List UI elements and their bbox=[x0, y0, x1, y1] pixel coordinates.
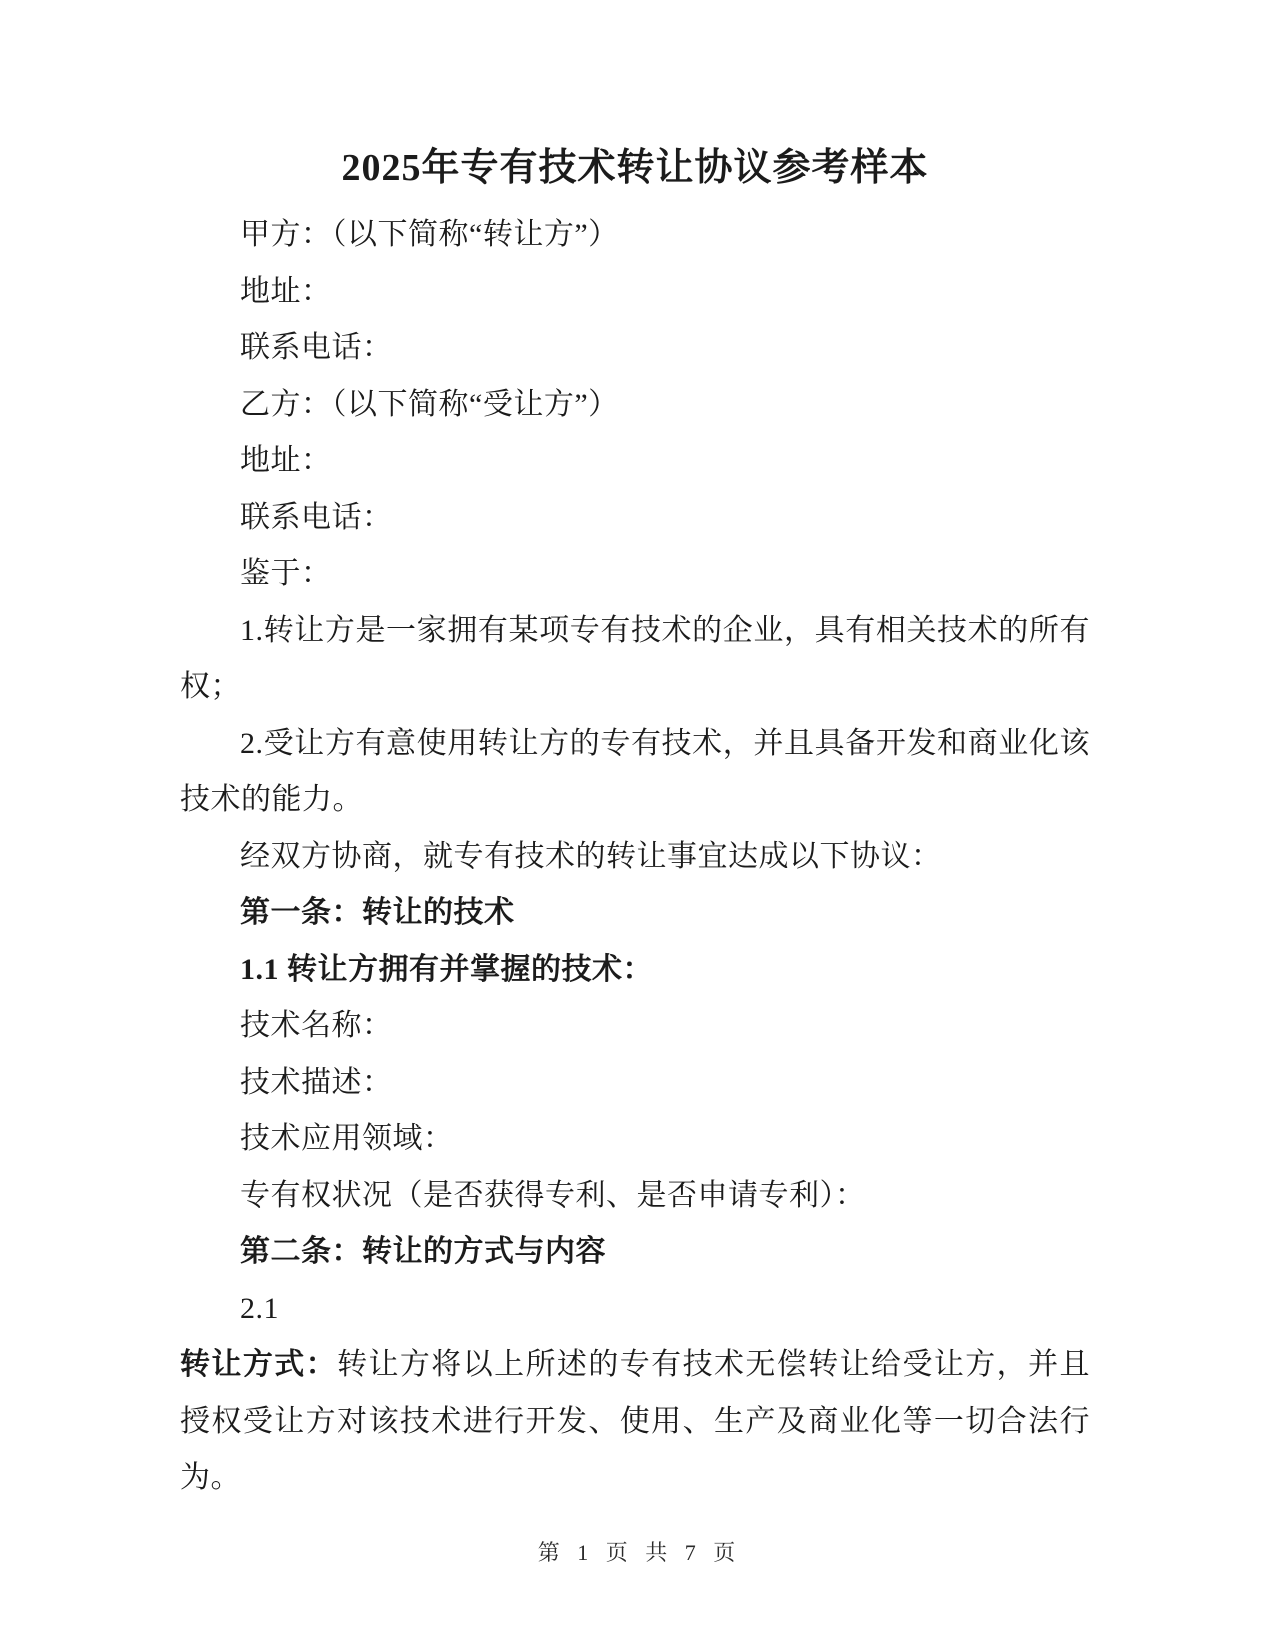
party-a-line: 甲方：（以下简称“转让方”） bbox=[240, 218, 619, 251]
tech-description-line: 技术描述： bbox=[240, 1065, 393, 1099]
document-content bbox=[180, 143, 1090, 1507]
party-b-line: 乙方：（以下简称“受让方”） bbox=[240, 387, 619, 421]
recital-1: 1.转让方是一家拥有某项专有技术的企业，具有相关技术的所有权； bbox=[180, 613, 1090, 703]
whereas-line: 鉴于： bbox=[240, 557, 332, 590]
document-title: 2025年专有技术转让协议参考样本 bbox=[341, 147, 929, 189]
party-a-phone-line: 联系电话： bbox=[240, 331, 393, 364]
page-number-footer: 第 1 页 共 7 页 bbox=[537, 1540, 738, 1565]
party-b-phone-line: 联系电话： bbox=[240, 500, 393, 534]
transfer-mode-label: 转让方式： bbox=[180, 1348, 338, 1381]
clause-2-1-number: 2.1 bbox=[240, 1291, 279, 1325]
clause-2-1-body bbox=[180, 1337, 1090, 1507]
article-2-heading: 第二条：转让的方式与内容 bbox=[240, 1235, 606, 1268]
tech-field-line: 技术应用领域： bbox=[240, 1122, 454, 1155]
party-b-address-line: 地址： bbox=[240, 444, 332, 477]
tech-name-line: 技术名称： bbox=[240, 1009, 393, 1042]
article-1-heading: 第一条：转让的技术 bbox=[240, 896, 515, 929]
proprietary-status-line: 专有权状况（是否获得专利、是否申请专利）： bbox=[240, 1178, 866, 1212]
agreement-intro: 经双方协商，就专有技术的转让事宜达成以下协议： bbox=[240, 839, 942, 873]
transfer-mode-text: 转让方将以上所述的专有技术无偿转让给受让方，并且授权受让方对该技术进行开发、使用、生产及商业化等一切合法行为。 bbox=[180, 1348, 1091, 1494]
party-a-address-line: 地址： bbox=[240, 274, 332, 308]
recital-2: 2.受让方有意使用转让方的专有技术，并且具备开发和商业化该技术的能力。 bbox=[180, 726, 1090, 816]
clause-1-1-heading: 1.1 转让方拥有并掌握的技术： bbox=[240, 952, 653, 986]
